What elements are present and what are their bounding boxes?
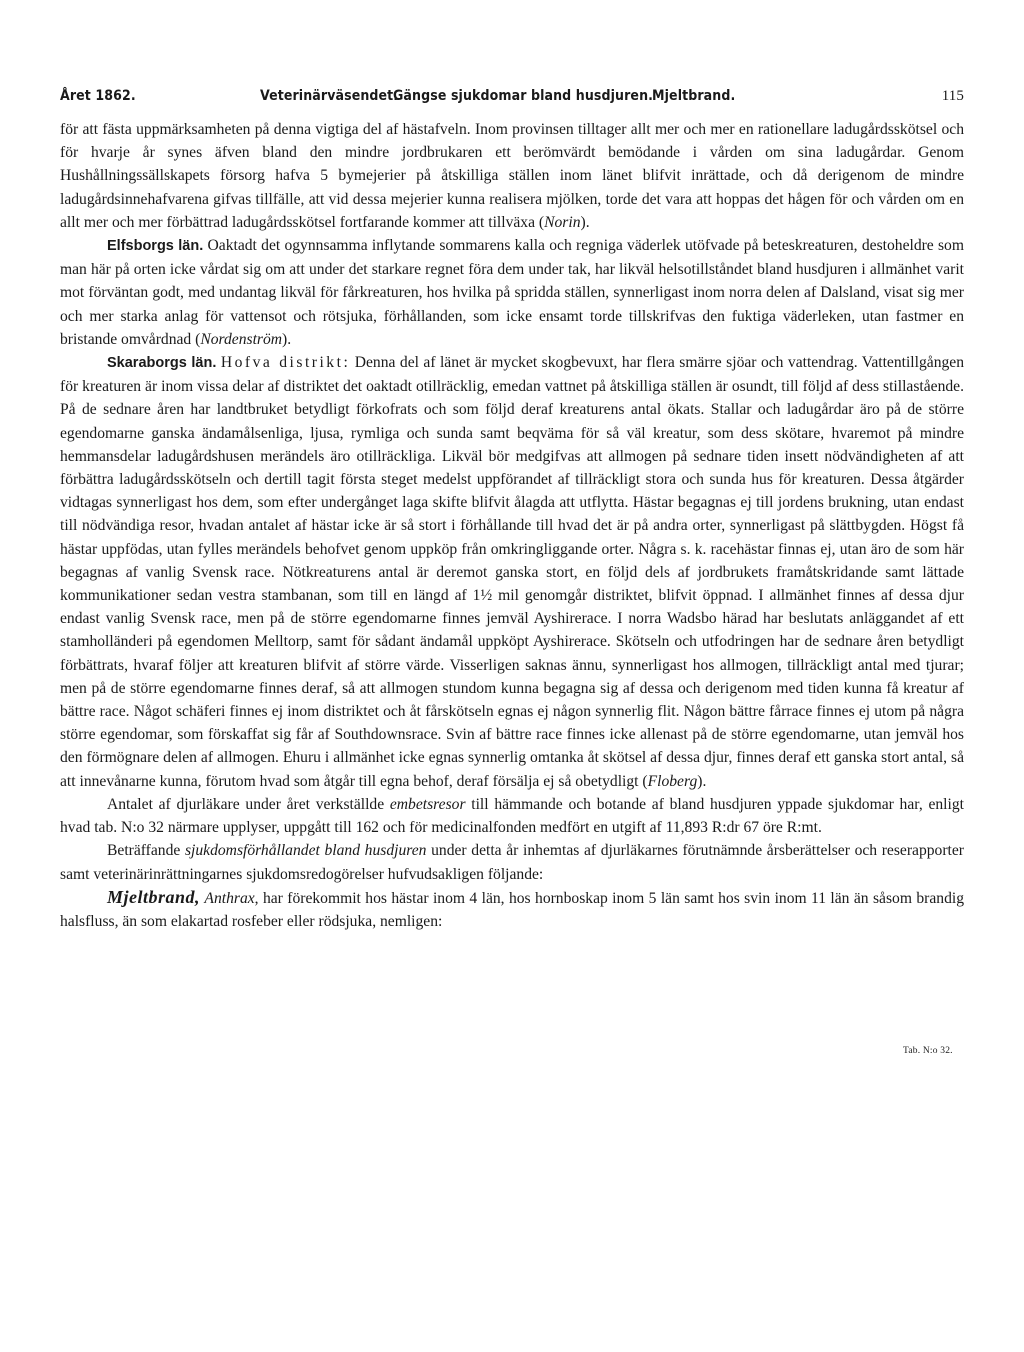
paragraph-elfsborg <box>60 234 964 351</box>
author-citation: Norin <box>544 213 581 231</box>
header-section-anthrax: Mjeltbrand. <box>652 88 736 104</box>
paragraph-text: Beträffande <box>107 842 185 860</box>
paragraph-skaraborg <box>60 351 964 793</box>
table-reference-margin-note: Tab. N:o 32. <box>903 1046 953 1056</box>
latin-name: Anthrax <box>204 889 255 907</box>
disease-heading: Mjeltbrand, <box>107 886 201 907</box>
paragraph-text: Denna del af länet är mycket skogbevuxt, har flera smärre sjöar och vattendrag. Vattentillgången för kreaturen är inom vissa delar af distriktet det oaktadt otillräcklig, emedan vattnet på åtskilliga ställen är osundt, till följd af dess stillastående. På de sednare åren har landtbruket betydligt förkofrats och som följd deraf kreaturens antal ökats. Stallar och ladugårdar äro på de större egendomarne ganska ändamålsenliga, ljusa, rymliga och sunda samt beqväma för så väl kreatur, som dess skötare, hvaremot på mindre hemmansdelar ladugårdshusen merändels äro otillräckliga. Likväl bör medgifvas att allmogen på sednare tiden insett nödvändigheten af att förbättra ladugårdsskötseln och dertill tagit första steget medelst uppförandet af tillräckligt stora och sunda hus för kreaturen. Dessa åtgärder vidtagas synnerligast hos dem, som efter undergånget laga skifte blifvit ålagda att utflytta. Hästar begagnas ej till jordens brukning, utan endast till nödvändiga resor, hvadan antalet af hästar icke är så stort i förhållande till hvad det är på andra orter, synnerligast på slättbygden. Högst få hästar uppfödas, utan fylles merändels behofvet genom uppköp från omkringliggande orter. Några s. k. racehästar finnas ej, utan äro de som här begagnas af vanlig Svensk race. Nötkreaturens antal är deremot ganska stort, en följd dels af jordbrukets framåtskridande samt lättade kommunikationer sedan vestra stambanan, som till en längd af 1½ mil genomgår distriktet, blifvit öppnad. I allmänhet finnes af dessa djur endast vanlig Svensk race, men på de större egendomarne finnes jemväl Ayshirerace. I norra Wadsbo härad har beslutats anläggandet af ett stamholländeri på egendomen Melltorp, samt för sådant ändamål uppköpt Ayshirerace. Skötseln och utfodringen har de sednare åren betydligt förbättrats, hvaraf följer att kreaturen blifvit af större värde. Visserligen saknas ännu, synnerligast hos allmogen, tillräckligt antal med tjurar; men på de större egendomarne finnes deraf, så att allmogen stundom kunna begagna sig af dessa och derigenom med tiden kunna få kreatur af bättre race. Något schäferi finnes ej inom distriktet och åt fårskötseln egnas ej någon synnerlig flit. Någon bättre fårrace finnes ej utom på några större egendomar, som förskaffat sig får af Southdownsrace. Svin af bättre race finnes icke allenast på de större egendomarne, utan jemväl hos den förmögnare delen af allmogen. Ehuru i allmänhet icke egnas synnerlig omtanka åt skötsel af dessa djur, finnes deraf ett ganska stort antal, så att innevånarne kunna, förutom hvad som åtgår till egna behof, deraf försälja ej så obetydligt ( <box>60 354 965 790</box>
district-heading: Hofva distrikt: <box>220 354 351 372</box>
author-citation: Floberg <box>647 772 698 790</box>
header-section-diseases: Gängse sjukdomar bland husdjuren. <box>393 88 654 104</box>
county-heading: Skaraborgs län. <box>107 355 217 372</box>
paragraph-anthrax <box>60 886 964 933</box>
paragraph-end: ). <box>282 330 292 348</box>
emphasis: embetsresor <box>389 795 466 813</box>
page-number: 115 <box>941 88 964 104</box>
header-year: Året 1862. <box>60 88 136 104</box>
paragraph-text: till hämmande och botande af bland husdjuren yppade sjukdomar har, enligt hvad tab. N:o 32 närmare upplyser, uppgått till 162 och för medicinalfonden medfört en utgift af 11,893 R:dr 67 öre R:mt. <box>60 795 964 837</box>
county-heading: Elfsborgs län. <box>107 238 204 255</box>
paragraph-text: Oaktadt det ogynnsamma inflytande sommarens kalla och regniga väderlek utöfvade på beteskreaturen, destoheldre som man här på orten icke vårdat sig om att under det starkare regnet föra dem under tak, har likväl helsotillståndet bland husdjuren i allmänhet varit mot förväntan godt, med undantag likväl för fårkreaturen, hos hvilka på spridda ställen, synnerligast inom norra delen af Dalsland, visat sig mer och mer starka anlag för vattensot och rötsjuka, förhållanden, som icke ensamt torde tillskrifvas den fuktiga väderleken, utan fastmer en bristande omvårdnad ( <box>60 237 964 348</box>
paragraph-disease-status <box>60 839 964 885</box>
paragraph-continuation <box>60 118 964 234</box>
paragraph-text: , har förekommit hos hästar inom 4 län, hos hornboskap inom 5 län samt hos svin inom 11 län än såsom brandig halsfluss, än som elakartad rosfeber eller rödsjuka, nemligen: <box>60 889 964 930</box>
author-citation: Nordenström <box>200 330 283 348</box>
paragraph-text: under detta år inhemtas af djurläkarnes förutnämnde årsberättelser och reserapporter samt veterinärinrättningarnes sjukdomsredogörelser hufvudsakligen följande: <box>60 842 964 883</box>
paragraph-end: ). <box>697 772 707 790</box>
paragraph-text: för att fästa uppmärksamheten på denna vigtiga del af hästafveln. Inom provinsen tilltager allt mer och mer en rationellare ladugårdsskötsel och för hvarje år synes äfven bland den mindre jordbrukaren ett berömvärdt bemödande i vården om sina ladugårdar. Genom Hushållningssällskapets försorg hafva 5 bymejerier på åtskilliga ställen inom länet blifvit inrättade, och då derigenom de mindre ladugårdsinnehafvarena gifvas tillfälle, att vid dessa mejerier kunna realisera mjölken, torde det vara att hoppas det hågen för och vården om en allt mer och mer förbättrad ladugårdsskötsel fortfarande kommer att tillväxa ( <box>60 121 964 231</box>
paragraph-veterinarians <box>60 793 964 839</box>
page-body <box>60 118 964 933</box>
paragraph-text: Antalet af djurläkare under året verkställde <box>107 795 390 813</box>
running-header <box>60 88 964 112</box>
emphasis: sjukdomsförhållandet bland husdjuren <box>184 842 427 860</box>
paragraph-end: ). <box>580 213 590 231</box>
header-section-veterinary: Veterinärväsendet. <box>260 88 399 104</box>
